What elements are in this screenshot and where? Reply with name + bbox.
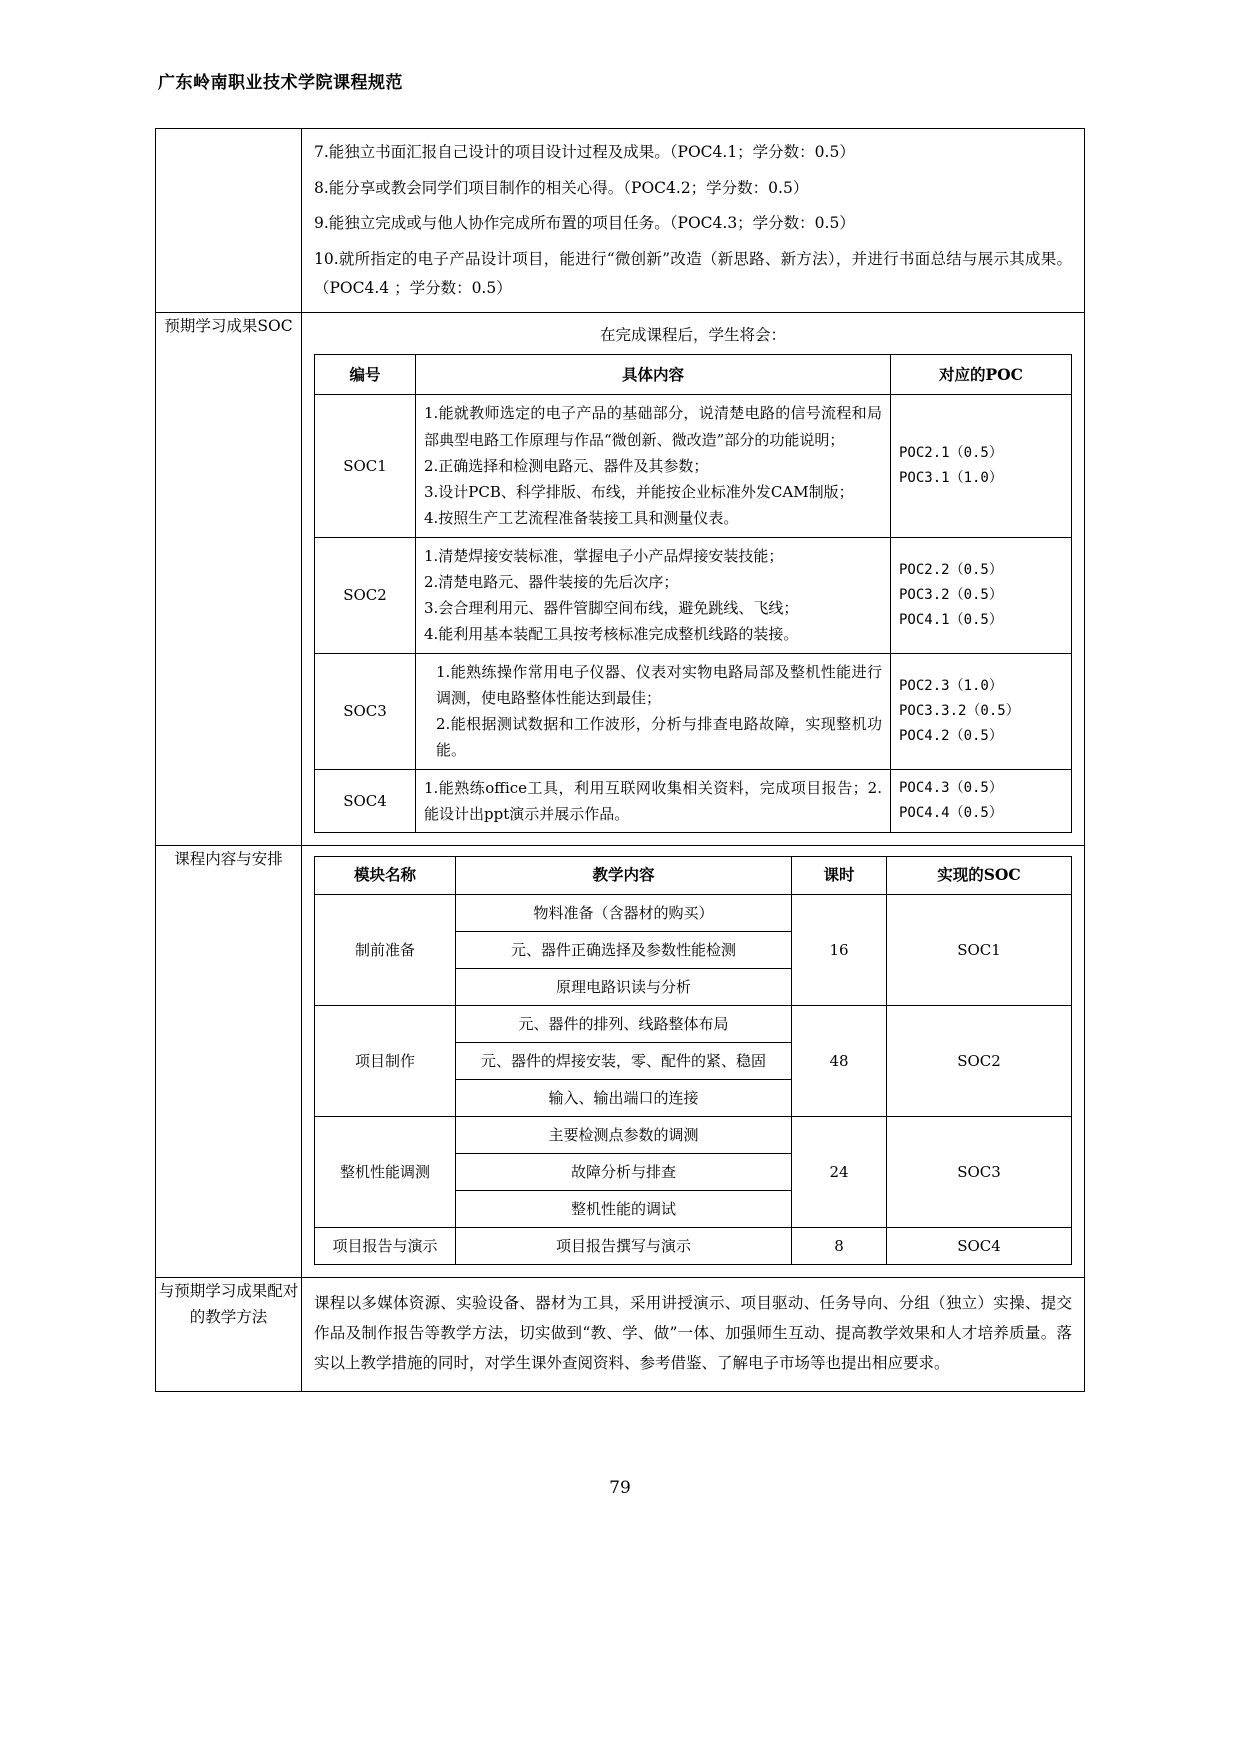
schedule-soc: SOC4 xyxy=(887,1228,1072,1265)
table-row xyxy=(315,769,1072,833)
soc-poc-item: POC2.1（0.5） xyxy=(899,445,1003,462)
soc-poc xyxy=(891,653,1072,769)
page-header: 广东岭南职业技术学院课程规范 xyxy=(158,73,403,93)
soc-detail-line: 1.能熟练office工具，利用互联网收集相关资料，完成项目报告；2.能设计出ppt演示并展示作品。 xyxy=(424,778,882,823)
schedule-module-name: 项目报告与演示 xyxy=(315,1228,456,1265)
row-label-empty xyxy=(156,129,302,313)
table-row xyxy=(315,537,1072,653)
soc-poc xyxy=(891,395,1072,537)
schedule-topic: 原理电路识读与分析 xyxy=(456,969,792,1006)
soc-code: SOC4 xyxy=(315,769,416,833)
schedule-cell xyxy=(302,846,1085,1278)
schedule-topic: 故障分析与排查 xyxy=(456,1154,792,1191)
schedule-topic: 整机性能的调试 xyxy=(456,1191,792,1228)
soc-detail-line: 1.清楚焊接安装标准，掌握电子小产品焊接安装技能； xyxy=(424,546,784,565)
schedule-soc: SOC3 xyxy=(887,1117,1072,1228)
schedule-topic: 主要检测点参数的调测 xyxy=(456,1117,792,1154)
soc-poc-item: POC2.2（0.5） xyxy=(899,561,1003,578)
outcomes-list xyxy=(302,129,1084,312)
table-row xyxy=(315,1006,1072,1043)
soc-detail-line: 1.能就教师选定的电子产品的基础部分，说清楚电路的信号流程和局部典型电路工作原理与作品“微创新、微改造”部分的功能说明； xyxy=(424,404,882,449)
table-row-soc xyxy=(156,313,1085,846)
methods-cell xyxy=(302,1278,1085,1392)
soc-poc-item: POC4.2（0.5） xyxy=(899,727,1003,744)
soc-detail-line: 2.正确选择和检测电路元、器件及其参数； xyxy=(424,456,709,475)
soc-poc xyxy=(891,537,1072,653)
soc-detail xyxy=(416,537,891,653)
table-row-methods xyxy=(156,1278,1085,1392)
soc-detail-line: 4.能利用基本装配工具按考核标准完成整机线路的装接。 xyxy=(424,625,799,644)
schedule-col-module: 模块名称 xyxy=(315,857,456,895)
row-label-schedule: 课程内容与安排 xyxy=(156,846,302,1278)
row-label-methods: 与预期学习成果配对的教学方法 xyxy=(156,1278,302,1392)
methods-block xyxy=(302,1278,1084,1391)
soc-poc xyxy=(891,769,1072,833)
schedule-topic: 输入、输出端口的连接 xyxy=(456,1080,792,1117)
soc-poc-item: POC4.3（0.5） xyxy=(899,780,1003,797)
outcome-item: 10.就所指定的电子产品设计项目，能进行“微创新”改造（新思路、新方法），并进行书面总结与展示其成果。（POC4.4 ；学分数：0.5） xyxy=(314,250,1072,297)
soc-detail-line: 3.设计PCB、科学排版、布线，并能按企业标准外发CAM制版； xyxy=(424,483,854,502)
schedule-col-hours: 课时 xyxy=(792,857,887,895)
schedule-table xyxy=(314,856,1072,1265)
soc-col-detail: 具体内容 xyxy=(416,355,891,395)
schedule-soc: SOC2 xyxy=(887,1006,1072,1117)
outcome-item: 7.能独立书面汇报自己设计的项目设计过程及成果。（POC4.1；学分数：0.5） xyxy=(314,143,855,161)
soc-detail-line: 2.能根据测试数据和工作波形，分析与排查电路故障，实现整机功能。 xyxy=(436,715,882,760)
schedule-module-name: 制前准备 xyxy=(315,895,456,1006)
soc-detail xyxy=(416,395,891,537)
outcome-item: 8.能分享或教会同学们项目制作的相关心得。（POC4.2；学分数：0.5） xyxy=(314,178,809,197)
table-row-outcomes xyxy=(156,129,1085,313)
soc-detail-line: 4.按照生产工艺流程准备装接工具和测量仪表。 xyxy=(424,509,739,528)
soc-poc-item: POC3.1（1.0） xyxy=(899,470,1003,487)
soc-detail-line: 3.会合理利用元、器件管脚空间布线，避免跳线、飞线； xyxy=(424,599,799,618)
schedule-hours: 16 xyxy=(792,895,887,1006)
outcome-item: 9.能独立完成或与他人协作完成所布置的项目任务。（POC4.3；学分数：0.5） xyxy=(314,214,855,233)
table-row xyxy=(315,395,1072,537)
course-specification-table xyxy=(155,128,1085,1392)
schedule-module-name: 整机性能调测 xyxy=(315,1117,456,1228)
soc-detail-line: 2.清楚电路元、器件装接的先后次序； xyxy=(424,572,679,591)
soc-code: SOC2 xyxy=(315,537,416,653)
schedule-header-row xyxy=(315,857,1072,895)
schedule-soc: SOC1 xyxy=(887,895,1072,1006)
schedule-topic: 元、器件正确选择及参数性能检测 xyxy=(456,932,792,969)
soc-col-code: 编号 xyxy=(315,355,416,395)
soc-table-header-row xyxy=(315,355,1072,395)
outcomes-cell xyxy=(302,129,1085,313)
methods-text: 课程以多媒体资源、实验设备、器材为工具，采用讲授演示、项目驱动、任务导向、分组（独立）实操、提交作品及制作报告等教学方法，切实做到“教、学、做”一体、加强师生互动、提高教学效果和人才培养质量。落实以上教学措施的同时，对学生课外查阅资料、参考借鉴、了解电子市场等也提出相应要求。 xyxy=(314,1294,1072,1373)
soc-poc-item: POC2.3（1.0） xyxy=(899,677,1003,694)
schedule-topic: 物料准备（含器材的购买） xyxy=(456,895,792,932)
soc-detail xyxy=(416,769,891,833)
soc-detail-line: 1.能熟练操作常用电子仪器、仪表对实物电路局部及整机性能进行调测，使电路整体性能达到最佳； xyxy=(436,662,882,707)
soc-detail xyxy=(416,653,891,769)
soc-intro: 在完成课程后，学生将会： xyxy=(599,326,786,345)
schedule-topic: 元、器件的焊接安装，零、配件的紧、稳固 xyxy=(456,1043,792,1080)
soc-table xyxy=(314,354,1072,833)
table-row xyxy=(315,1228,1072,1265)
soc-code: SOC1 xyxy=(315,395,416,537)
soc-poc-item: POC3.2（0.5） xyxy=(899,586,1003,603)
page-number: 79 xyxy=(609,1478,631,1498)
schedule-hours: 8 xyxy=(792,1228,887,1265)
soc-poc-item: POC3.3.2（0.5） xyxy=(899,702,1020,719)
schedule-topic: 元、器件的排列、线路整体布局 xyxy=(456,1006,792,1043)
table-row xyxy=(315,1117,1072,1154)
schedule-hours: 24 xyxy=(792,1117,887,1228)
soc-code: SOC3 xyxy=(315,653,416,769)
soc-poc-item: POC4.4（0.5） xyxy=(899,804,1003,821)
schedule-hours: 48 xyxy=(792,1006,887,1117)
table-row xyxy=(315,653,1072,769)
soc-col-poc: 对应的POC xyxy=(891,355,1072,395)
soc-poc-item: POC4.1（0.5） xyxy=(899,611,1003,628)
schedule-topic: 项目报告撰写与演示 xyxy=(456,1228,792,1265)
table-row xyxy=(315,895,1072,932)
schedule-col-soc: 实现的SOC xyxy=(887,857,1072,895)
schedule-col-content: 教学内容 xyxy=(456,857,792,895)
soc-cell xyxy=(302,313,1085,846)
table-row-schedule xyxy=(156,846,1085,1278)
schedule-module-name: 项目制作 xyxy=(315,1006,456,1117)
row-label-soc: 预期学习成果SOC xyxy=(156,313,302,846)
